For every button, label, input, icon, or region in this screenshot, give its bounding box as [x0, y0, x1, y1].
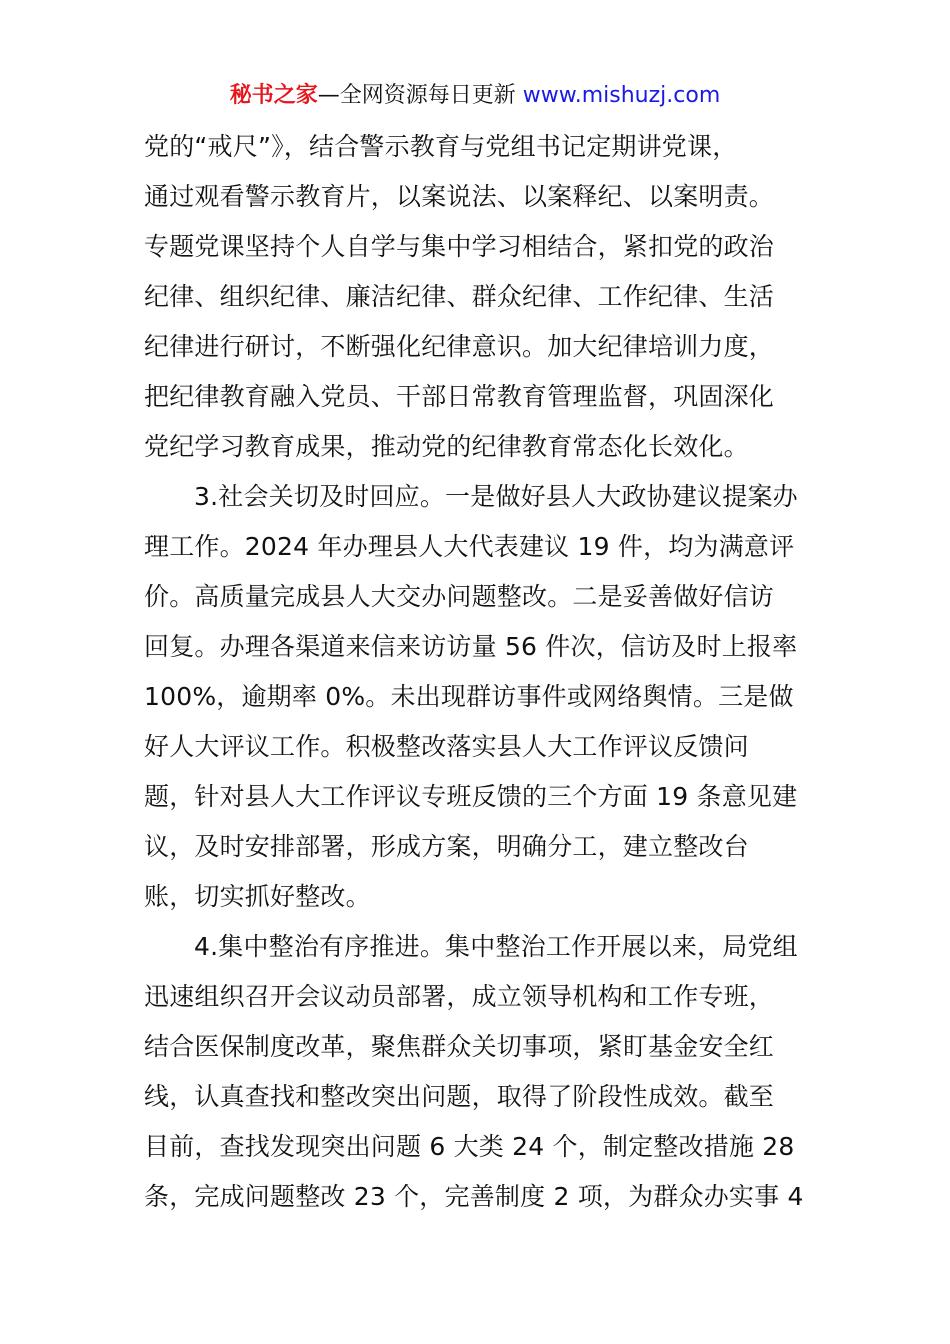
- text-line: 纪律、组织纪律、廉洁纪律、群众纪律、工作纪律、生活: [144, 282, 775, 311]
- paragraph-start-line: 4.集中整治有序推进。集中整治工作开展以来，局党组: [194, 932, 798, 961]
- text-line: 专题党课坚持个人自学与集中学习相结合，紧扣党的政治: [144, 232, 775, 261]
- text-line: 回复。办理各渠道来信来访访量 56 件次，信访及时上报率: [144, 632, 798, 661]
- text-line: 目前，查找发现突出问题 6 大类 24 个，制定整改措施 28: [144, 1132, 795, 1161]
- text-line: 议，及时安排部署，形成方案，明确分工，建立整改台: [144, 832, 749, 861]
- text-line: 结合医保制度改革，聚焦群众关切事项，紧盯基金安全红: [144, 1032, 775, 1061]
- text-line: 100%，逾期率 0%。未出现群访事件或网络舆情。三是做: [144, 682, 794, 711]
- brand-name: 秘书之家: [229, 83, 318, 108]
- text-line: 条，完成问题整改 23 个，完善制度 2 项，为群众办实事 4: [144, 1182, 804, 1211]
- text-line: 通过观看警示教育片，以案说法、以案释纪、以案明责。: [144, 182, 775, 211]
- text-line: 纪律进行研讨，不断强化纪律意识。加大纪律培训力度，: [144, 332, 775, 361]
- text-line: 把纪律教育融入党员、干部日常教育管理监督，巩固深化: [144, 382, 775, 411]
- text-line: 党的“戒尺”》，结合警示教育与党组书记定期讲党课，: [144, 132, 738, 161]
- site-url-link[interactable]: www.mishuzj.com: [522, 83, 721, 108]
- text-line: 线，认真查找和整改突出问题，取得了阶段性成效。截至: [144, 1082, 775, 1111]
- text-line: 价。高质量完成县人大交办问题整改。二是妥善做好信访: [144, 582, 775, 611]
- header-slogan: —全网资源每日更新: [317, 83, 523, 108]
- text-line: 账，切实抓好整改。: [144, 882, 371, 911]
- text-line: 好人大评议工作。积极整改落实县人大工作评议反馈问: [144, 732, 749, 761]
- document-body: [144, 122, 824, 1222]
- text-line: 理工作。2024 年办理县人大代表建议 19 件，均为满意评: [144, 532, 795, 561]
- text-line: 迅速组织召开会议动员部署，成立领导机构和工作专班，: [144, 982, 775, 1011]
- page-header: [0, 80, 950, 112]
- text-line: 题，针对县人大工作评议专班反馈的三个方面 19 条意见建: [144, 782, 798, 811]
- text-line: 党纪学习教育成果，推动党的纪律教育常态化长效化。: [144, 432, 749, 461]
- paragraph-start-line: 3.社会关切及时回应。一是做好县人大政协建议提案办: [194, 482, 798, 511]
